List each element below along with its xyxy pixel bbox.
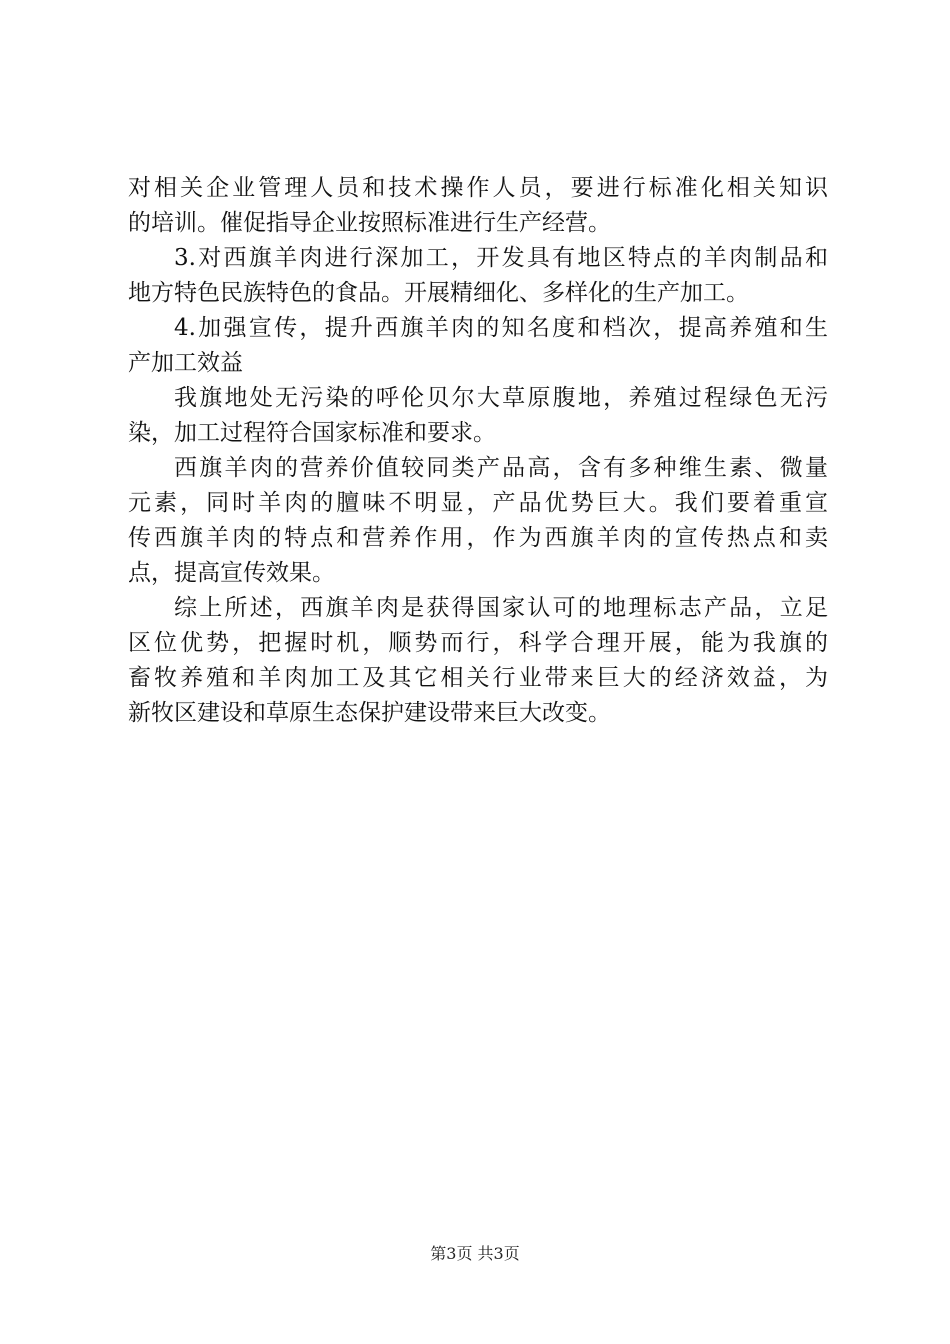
text-line: 染，加工过程符合国家标准和要求。	[128, 420, 496, 446]
text-line: 我旗地处无污染的呼伦贝尔大草原腹地，养殖过程绿色无污	[174, 385, 828, 411]
text-line: 元素，同时羊肉的膻味不明显，产品优势巨大。我们要着重宣	[128, 490, 828, 516]
text-line: 点，提高宣传效果。	[128, 560, 335, 586]
text-line: 畜牧养殖和羊肉加工及其它相关行业带来巨大的经济效益，为	[128, 665, 828, 691]
text-line: 3.对西旗羊肉进行深加工，开发具有地区特点的羊肉制品和	[174, 245, 828, 271]
text-line: 产加工效益	[128, 350, 243, 376]
text-line: 4.加强宣传，提升西旗羊肉的知名度和档次，提高养殖和生	[174, 315, 828, 341]
document-body	[128, 171, 828, 731]
text-line: 西旗羊肉的营养价值较同类产品高，含有多种维生素、微量	[174, 455, 828, 481]
text-line: 地方特色民族特色的食品。开展精细化、多样化的生产加工。	[128, 280, 749, 306]
text-line: 区位优势，把握时机，顺势而行，科学合理开展，能为我旗的	[128, 630, 828, 656]
text-line: 对相关企业管理人员和技术操作人员，要进行标准化相关知识	[128, 175, 828, 201]
text-line: 新牧区建设和草原生态保护建设带来巨大改变。	[128, 700, 611, 726]
text-line: 传西旗羊肉的特点和营养作用，作为西旗羊肉的宣传热点和卖	[128, 525, 828, 551]
text-line: 的培训。催促指导企业按照标准进行生产经营。	[128, 210, 611, 236]
page-number-footer: 第3页 共3页	[430, 1244, 520, 1263]
text-line: 综上所述，西旗羊肉是获得国家认可的地理标志产品，立足	[174, 595, 828, 621]
